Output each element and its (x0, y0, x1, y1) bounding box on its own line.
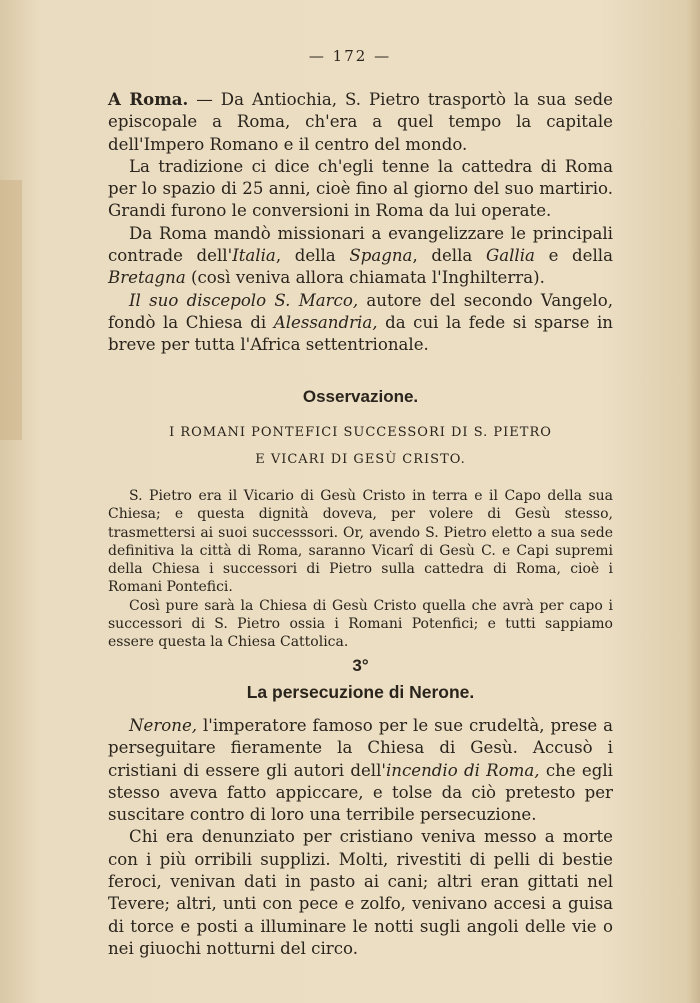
page-number: — 172 — (308, 47, 392, 65)
observation-subtitle-2: E VICARI DI GESÙ CRISTO. (255, 452, 466, 467)
observation-block (108, 387, 613, 652)
section-nerone (108, 656, 613, 960)
observation-paragraph-1: S. Pietro era il Vicario di Gesù Cristo in terra e il Capo della sua Chiesa; e questa dignità doveva, per volere di Gesù stesso, trasmettersi ai suoi successsori. Or, avendo S. Pietro eletto a sua sede definitiva la città di Roma, saranno Vicarî di Gesù C. e Capi supremi della Chiesa i successori di Pietro sulla cattedra di Roma, cioè i Romani Pontefici. (108, 488, 613, 596)
paragraph-a-roma: A Roma. — Da Antiochia, S. Pietro trasportò la sua sede episcopale a Roma, ch'era a quel tempo la capitale dell'Impero Romano e il centro del mondo. (108, 89, 613, 154)
paragraph-nerone: Nerone, l'imperatore famoso per le sue crudeltà, prese a perseguitare fieramente la Chiesa di Gesù. Accusò i cristiani di essere gli autori dell'incendio di Roma, che egli stesso aveva fatto appiccare, e tolse da ciò pretesto per suscitare contro di loro una terribile persecuzione. (108, 716, 613, 825)
torn-left-edge (0, 180, 22, 440)
observation-paragraph-2: Così pure sarà la Chiesa di Gesù Cristo quella che avrà per capo i successori di S. Pietro ossia i Romani Potenfici; e tutti sappiamo essere questa la Chiesa Cattolica. (108, 597, 613, 651)
section-title: La persecuzione di Nerone. (246, 682, 475, 702)
observation-subtitle-1: I ROMANI PONTEFICI SUCCESSORI DI S. PIETRO (169, 425, 552, 440)
section-number: 3° (352, 656, 369, 675)
page-shadow (686, 0, 700, 1003)
section-a-roma (108, 88, 613, 357)
paragraph-san-marco: Il suo discepolo S. Marco, autore del secondo Vangelo, fondò la Chiesa di Alessandria, da cui la fede si sparse in breve per tutta l'Africa settentrionale. (108, 290, 613, 355)
paragraph-supplizi: Chi era denunziato per cristiano veniva messo a morte con i più orribili supplizi. Molti, rivestiti di pelli di bestie feroci, venivan dati in pasto ai cani; altri eran gittati nel Tevere; altri, unti con pece e zolfo, venivano accesi a guisa di torce e posti a illuminare le notti sugli angoli delle vie o nei giuochi notturni del circo. (108, 827, 613, 958)
paragraph-tradizione: La tradizione ci dice ch'egli tenne la cattedra di Roma per lo spazio di 25 anni, cioè fino al giorno del suo martirio. Grandi furono le conversioni in Roma da lui operate. (108, 156, 613, 221)
section-lead: A Roma. (108, 89, 189, 109)
paragraph-missionari: Da Roma mandò missionari a evangelizzare le principali contrade dell'Italia, della Spagna, della Gallia e della Bretagna (così veniva allora chiamata l'Inghilterra). (108, 223, 614, 288)
observation-heading: Osservazione. (302, 387, 419, 406)
